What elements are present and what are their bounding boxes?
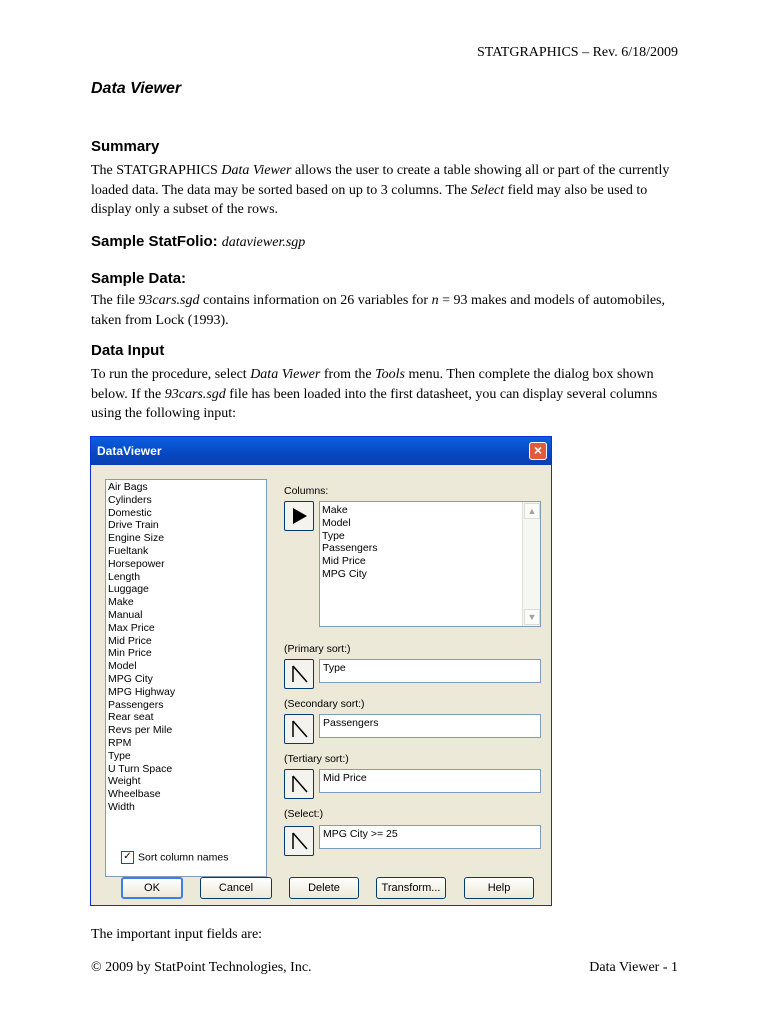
list-item[interactable]: Length — [108, 570, 141, 583]
transform-button[interactable]: Transform... — [376, 877, 446, 899]
list-item[interactable]: Cylinders — [108, 493, 152, 506]
sort-names-label: Sort column names — [138, 851, 229, 864]
list-item[interactable]: Width — [108, 800, 135, 813]
select-button[interactable] — [284, 826, 314, 856]
list-item[interactable]: Engine Size — [108, 532, 165, 545]
list-item[interactable]: Type — [322, 529, 345, 542]
outline-arrow-icon — [285, 715, 313, 743]
list-item[interactable]: Revs per Mile — [108, 724, 173, 737]
delete-button[interactable]: Delete — [289, 877, 359, 899]
columns-listbox[interactable] — [319, 501, 541, 627]
list-item[interactable]: MPG City — [322, 567, 367, 580]
tertiary-sort-field[interactable]: Mid Price — [319, 769, 541, 793]
list-item[interactable]: Manual — [108, 608, 143, 621]
chevron-up-icon[interactable]: ▲ — [524, 503, 540, 519]
list-item[interactable]: Max Price — [108, 621, 155, 634]
secondary-sort-field[interactable]: Passengers — [319, 714, 541, 738]
list-item[interactable]: Drive Train — [108, 519, 159, 532]
list-item[interactable]: Air Bags — [108, 481, 148, 493]
select-field[interactable]: MPG City >= 25 — [319, 825, 541, 849]
statfolio-file: dataviewer.sgp — [221, 235, 306, 250]
primary-sort-field[interactable]: Type — [319, 659, 541, 683]
help-button[interactable]: Help — [464, 877, 534, 899]
list-item[interactable]: Passengers — [322, 542, 378, 555]
list-item[interactable]: Make — [108, 596, 134, 609]
list-item[interactable]: MPG Highway — [108, 685, 176, 698]
dialog-titlebar[interactable] — [91, 437, 551, 465]
after-dialog-text: The important input fields are: — [91, 927, 263, 942]
list-item[interactable]: Luggage — [108, 583, 149, 596]
data-input-paragraph: To run the procedure, select Data Viewer from the Tools menu. Then complete the dialog box shown below. If the 93cars.sgd file has been loaded into the first datasheet, you can display several columns using the following input: — [91, 367, 658, 421]
chevron-down-icon[interactable]: ▼ — [524, 609, 540, 625]
close-icon[interactable]: × — [529, 442, 547, 460]
footer-copyright: © 2009 by StatPoint Technologies, Inc. — [91, 960, 312, 975]
list-item[interactable]: Fueltank — [108, 544, 149, 557]
list-item[interactable]: Domestic — [108, 506, 152, 519]
variables-listbox[interactable] — [105, 479, 267, 877]
tertiary-sort-button[interactable] — [284, 769, 314, 799]
select-label: (Select:) — [284, 808, 324, 820]
primary-sort-label: (Primary sort:) — [284, 643, 351, 655]
secondary-sort-button[interactable] — [284, 714, 314, 744]
dialog-title: DataViewer — [97, 444, 162, 458]
summary-paragraph: The STATGRAPHICS Data Viewer allows the user to create a table showing all or part of the currently loaded data. The data may be sorted based on up to 3 columns. The Select field may also be used to display only a subset of the rows. — [91, 163, 670, 217]
tertiary-sort-label: (Tertiary sort:) — [284, 753, 349, 765]
sample-data-paragraph: The file 93cars.sgd contains information on 26 variables for n = 93 makes and models of automobiles, taken from Lock (1993). — [91, 293, 666, 328]
list-item[interactable]: RPM — [108, 736, 132, 749]
play-arrow-icon — [285, 502, 313, 530]
cancel-button[interactable]: Cancel — [200, 877, 272, 899]
primary-sort-button[interactable] — [284, 659, 314, 689]
sort-names-checkbox-row[interactable] — [121, 851, 228, 864]
footer-page-number: Data Viewer - 1 — [589, 960, 678, 975]
list-item[interactable]: Weight — [108, 775, 141, 788]
columns-scrollbar[interactable] — [522, 502, 540, 626]
outline-arrow-icon — [285, 770, 313, 798]
statfolio-label: Sample StatFolio: — [91, 233, 218, 250]
page-header: STATGRAPHICS – Rev. 6/18/2009 — [477, 45, 678, 60]
list-item[interactable]: Model — [322, 516, 351, 529]
columns-label: Columns: — [284, 485, 329, 497]
summary-heading: Summary — [91, 138, 160, 155]
list-item[interactable]: Wheelbase — [108, 788, 161, 801]
page-title: Data Viewer — [91, 80, 182, 97]
sample-data-heading: Sample Data: — [91, 270, 187, 287]
sort-names-checkbox[interactable]: ✓ — [121, 851, 134, 864]
outline-arrow-icon — [285, 827, 313, 855]
secondary-sort-label: (Secondary sort:) — [284, 698, 365, 710]
list-item[interactable]: Horsepower — [108, 557, 165, 570]
list-item[interactable]: Passengers — [108, 698, 164, 711]
list-item[interactable]: U Turn Space — [108, 762, 173, 775]
columns-add-button[interactable] — [284, 501, 314, 531]
outline-arrow-icon — [285, 660, 313, 688]
ok-button[interactable]: OK — [121, 877, 183, 899]
list-item[interactable]: Type — [108, 749, 131, 762]
list-item[interactable]: MPG City — [108, 672, 153, 685]
list-item[interactable]: Mid Price — [322, 555, 366, 568]
list-item[interactable]: Min Price — [108, 647, 152, 660]
list-item[interactable]: Rear seat — [108, 711, 154, 724]
statfolio-line — [91, 233, 305, 251]
dataviewer-dialog — [90, 436, 552, 906]
list-item[interactable]: Model — [108, 660, 137, 673]
list-item[interactable]: Make — [322, 504, 348, 516]
list-item[interactable]: Mid Price — [108, 634, 152, 647]
data-input-heading: Data Input — [91, 342, 165, 359]
